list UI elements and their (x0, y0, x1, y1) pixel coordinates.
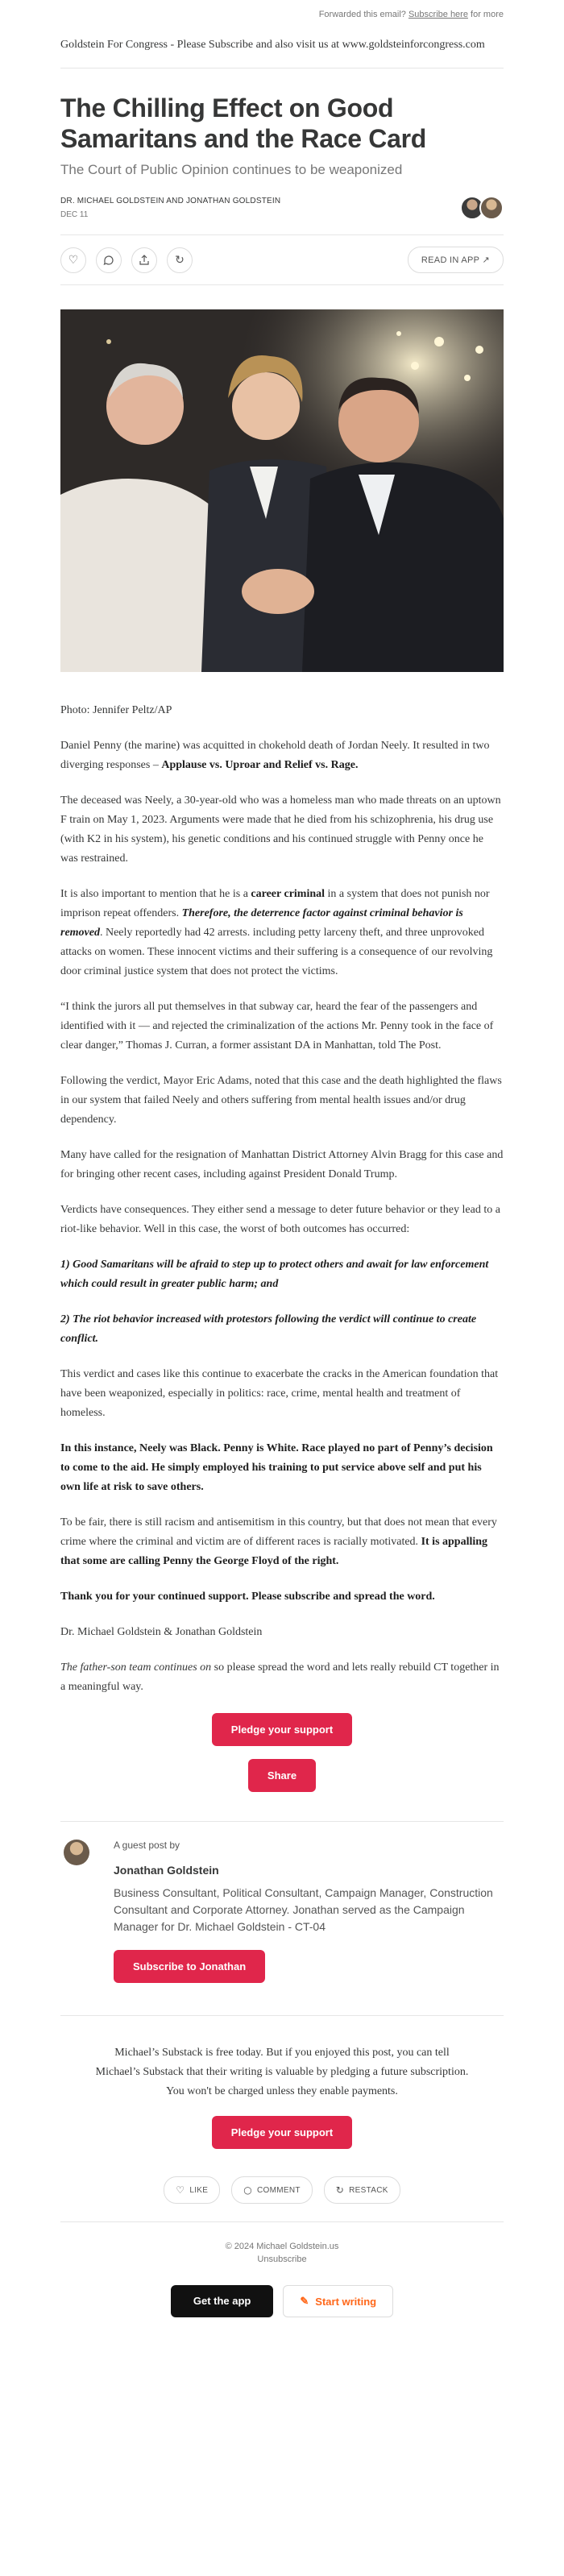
share-button[interactable]: Share (248, 1759, 316, 1792)
paragraph-11: In this instance, Neely was Black. Penny is White. Race played no part of Penny’s decision to come to the aid. He simply employed his training to put service above self and put his own life at risk to save others. (60, 1442, 493, 1493)
copyright: © 2024 Michael Goldstein.us (225, 2242, 339, 2251)
avatar[interactable] (479, 196, 504, 220)
restack-icon[interactable]: ↻ (167, 247, 193, 273)
start-writing-button[interactable]: ✎ Start writing (283, 2285, 393, 2317)
paragraph-13: Thank you for your continued support. Please subscribe and spread the word. (60, 1591, 435, 1603)
photo-illustration (60, 309, 504, 672)
guest-post-tag: A guest post by (114, 1840, 180, 1851)
forwarded-suffix: for more (471, 10, 504, 19)
share-icon[interactable] (131, 247, 157, 273)
arrow-up-right-icon: ↗ (482, 255, 490, 265)
post-authors[interactable]: DR. MICHAEL GOLDSTEIN AND JONATHAN GOLDSTEIN (60, 197, 281, 205)
post-date: DEC 11 (60, 210, 89, 219)
author-avatars (460, 196, 504, 220)
pledge-support-button[interactable]: Pledge your support (212, 1713, 352, 1746)
paragraph-8: 1) Good Samaritans will be afraid to step up to protect others and await for law enforcement which could result in greater public harm; and (60, 1259, 489, 1290)
footer (60, 2221, 504, 2266)
photo-caption: Photo: Jennifer Peltz/AP (60, 704, 172, 716)
byline (60, 196, 504, 220)
paragraph-12: To be fair, there is still racism and antisemitism in this country, but that does not mean that every crime where the criminal and victim are of different races is racially motivated. It is appalling that some are calling Penny the George Floyd of the right. (60, 1516, 497, 1567)
guest-author-name[interactable]: Jonathan Goldstein (114, 1864, 219, 1877)
paragraph-9: 2) The riot behavior increased with protestors following the verdict will continue to create conflict. (60, 1313, 477, 1345)
comment-icon[interactable] (96, 247, 122, 273)
read-in-app-label: READ IN APP (421, 255, 480, 265)
guest-post-section (60, 1821, 504, 1983)
paragraph-4: “I think the jurors all put themselves in that subway car, heard the fear of the passengers and identified with it — and rejected the criminalization of the actions Mr. Penny took in the face of clear danger,” Thomas J. Curran, a former assistant DA in Manhattan, told The Post. (60, 1001, 494, 1052)
heart-icon[interactable]: ♡ (60, 247, 86, 273)
post-title[interactable]: The Chilling Effect on Good Samaritans and the Race Card (60, 93, 426, 153)
avatar[interactable] (64, 1840, 89, 1865)
pen-icon: ✎ (300, 2295, 309, 2307)
comment-button[interactable]: ○ COMMENT (231, 2176, 313, 2204)
post-photo[interactable] (60, 309, 504, 672)
subscribe-button[interactable]: Subscribe to Jonathan (114, 1950, 265, 1983)
paragraph-5: Following the verdict, Mayor Eric Adams, noted that this case and the death highlighted the flaws in our system that failed Neely and others suffering from mental health issues and/or drug dependency. (60, 1075, 502, 1126)
intro-text: Goldstein For Congress - Please Subscribe and also visit us at www.goldsteinforcongress.com (60, 24, 504, 68)
forwarded-prefix: Forwarded this email? (318, 10, 406, 19)
paragraph-6: Many have called for the resignation of Manhattan District Attorney Alvin Bragg for this case and for bringing other recent cases, including against President Donald Trump. (60, 1149, 504, 1180)
comment-icon: ○ (243, 2184, 252, 2196)
post-subtitle: The Court of Public Opinion continues to be weaponized (60, 162, 403, 177)
app-buttons (60, 2285, 504, 2342)
reaction-bar (60, 2176, 504, 2204)
paragraph-15: The father-son team continues on so please spread the word and lets really rebuild CT together in a meaningful way. (60, 1661, 500, 1693)
unsubscribe-link[interactable]: Unsubscribe (257, 2255, 307, 2264)
like-button[interactable]: ♡ LIKE (164, 2176, 220, 2204)
paragraph-1: Daniel Penny (the marine) was acquitted in chokehold death of Jordan Neely. It resulted in two diverging responses – Applause vs. Uproar and Relief vs. Rage. (60, 740, 490, 771)
paragraph-14: Dr. Michael Goldstein & Jonathan Goldstein (60, 1626, 263, 1638)
get-app-button[interactable]: Get the app (171, 2285, 274, 2317)
pledge-support-button-2[interactable]: Pledge your support (212, 2116, 352, 2149)
guest-author-bio: Business Consultant, Political Consultant, Campaign Manager, Construction Consultant and Corporate Attorney. Jonathan served as the Campaign Manager for Dr. Michael Goldstein - CT-04 (114, 1886, 493, 1933)
read-in-app-button[interactable] (408, 247, 504, 273)
subscribe-here-link[interactable]: Subscribe here (408, 10, 468, 19)
paragraph-7: Verdicts have consequences. They either send a message to deter future behavior or they lead to a riot-like behavior. Well in this case, the worst of both outcomes has occurred: (60, 1204, 500, 1235)
restack-button[interactable]: ↻ RESTACK (324, 2176, 400, 2204)
paragraph-3: It is also important to mention that he is a career criminal in a system that does not punish nor imprison repeat offenders. Therefore, the deterrence factor against criminal behavior is removed. Neely reportedly had 42 arrests. including petty larceny theft, and three unprovoked attacks on women. These innocent victims and their suffering is a consequence of our revolving door criminal justice system that does not protect the victims. (60, 888, 493, 977)
paragraph-2: The deceased was Neely, a 30-year-old who was a homeless man who made threats on an uptown F train on May 1, 2023. Arguments were made that he died from his schizophrenia, his drug use (with K2 in his system), his genetic conditions and his continued struggle with Penny once he was restrained. (60, 794, 501, 865)
paragraph-10: This verdict and cases like this continue to exacerbate the cracks in the American foundation that have been weaponized, especially in politics: race, crime, mental health and treatment of homeless. (60, 1368, 499, 1419)
action-bar (60, 234, 504, 285)
free-subscription-notice: Michael’s Substack is free today. But if you enjoyed this post, you can tell Michael’s Substack that their writing is valuable by pledging a future subscription. You won't be charged unless they enable payments. (60, 2015, 504, 2101)
forwarded-notice (60, 0, 504, 24)
heart-icon: ♡ (176, 2184, 185, 2196)
restack-icon: ↻ (335, 2184, 345, 2196)
